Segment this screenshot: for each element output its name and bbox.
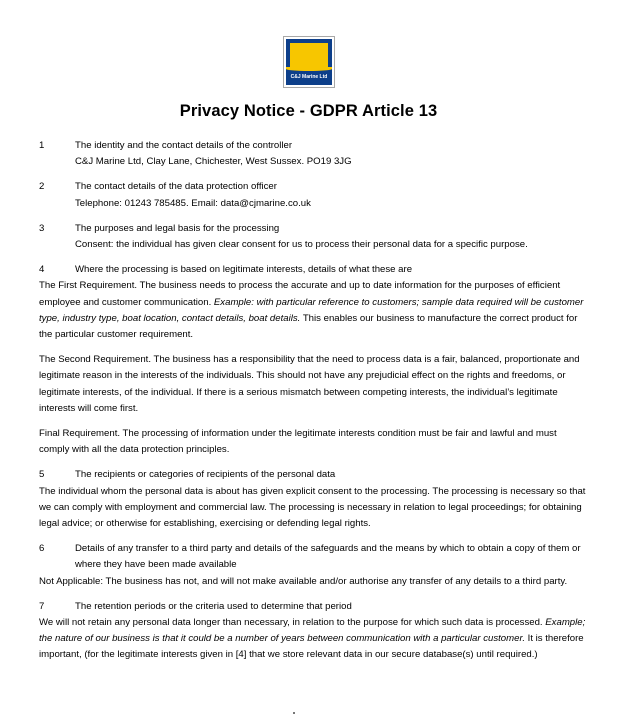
section-heading: The contact details of the data protection officer <box>75 181 277 193</box>
page-marker <box>293 712 295 714</box>
retention-text-end: It is therefore important, (for the legitimate interests given in [4] that we store relevant data in our secure database(s) until required.) <box>39 633 584 661</box>
first-requirement-example: Example: with particular reference to customers; sample data required will be customer type, industry type, boat location, contact details, boat details. <box>39 296 584 324</box>
section-body <box>39 615 587 664</box>
company-logo <box>283 36 335 88</box>
section-body: C&J Marine Ltd, Clay Lane, Chichester, West Sussex. PO19 3JG <box>75 156 352 168</box>
section-2 <box>39 179 587 211</box>
page-title: Privacy Notice - GDPR Article 13 <box>179 102 438 120</box>
section-number: 1 <box>39 140 45 151</box>
section-body: Telephone: 01243 785485. Email: data@cjmarine.co.uk <box>75 197 311 209</box>
section-heading: Details of any transfer to a third party and details of the safeguards and the means by which to obtain a copy of them or where they have been made available <box>75 543 581 571</box>
section-number: 7 <box>39 600 45 612</box>
section-body: Consent: the individual has given clear consent for us to process their personal data for a specific purpose. <box>75 239 528 251</box>
section-5 <box>39 467 587 532</box>
section-3 <box>39 221 587 253</box>
section-number: 5 <box>39 469 45 481</box>
section-heading: The purposes and legal basis for the processing <box>75 222 280 234</box>
logo-emblem <box>286 39 332 85</box>
section-1 <box>39 138 587 170</box>
document-body <box>39 138 587 673</box>
retention-text: We will not retain any personal data longer than necessary, in relation to the purpose for which such data is processed. <box>39 617 546 629</box>
section-number: 2 <box>39 181 45 193</box>
retention-example: Example; the nature of our business is that it could be a number of years between communication with a particular customer. <box>39 617 586 645</box>
logo-sun-icon <box>290 43 328 69</box>
section-body: Not Applicable: The business has not, and will not make available and/or authorise any transfer of any details to a third party. <box>39 575 568 587</box>
section-heading: The retention periods or the criteria used to determine that period <box>75 600 352 612</box>
section-4 <box>39 262 587 458</box>
first-requirement-text-end: This enables our business to manufacture the correct product for the particular customer requirement. <box>39 312 578 341</box>
section-number: 6 <box>39 543 45 555</box>
logo-wave-icon <box>286 67 332 71</box>
first-requirement-paragraph <box>39 278 587 343</box>
second-requirement-paragraph: The Second Requirement. The business has a responsibility that the need to process data is a fair, balanced, proportionate and legitimate reason in the interests of the individuals. This should not have any prejudicial effect on the rights and freedoms, or legitimate interests, of the individual. If there is a serious mismatch between competing interests, the individual’s legitimate interests will come first. <box>39 354 580 414</box>
section-number: 4 <box>39 264 45 276</box>
logo-text: C&J Marine Ltd <box>290 74 328 80</box>
section-7 <box>39 599 587 664</box>
section-body: The individual whom the personal data is about has given explicit consent to the processing. The processing is necessary so that we can comply with employment and commercial law. The processing is necessary in relation to legal proceedings; for obtaining legal advice; or otherwise for establishing, exercising or defending legal rights. <box>39 485 586 530</box>
section-heading: The identity and the contact details of the controller <box>75 140 293 151</box>
section-heading: Where the processing is based on legitimate interests, details of what these are <box>75 264 413 276</box>
section-6 <box>39 541 587 590</box>
section-number: 3 <box>39 222 45 234</box>
section-heading: The recipients or categories of recipients of the personal data <box>75 469 336 481</box>
first-requirement-text: The First Requirement. The business needs to process the accurate and up to date information for the purposes of efficient employee and customer communication. <box>39 280 561 308</box>
final-requirement-paragraph: Final Requirement. The processing of information under the legitimate interests condition must be fair and lawful and must comply with all the data protection principles. <box>39 428 557 456</box>
